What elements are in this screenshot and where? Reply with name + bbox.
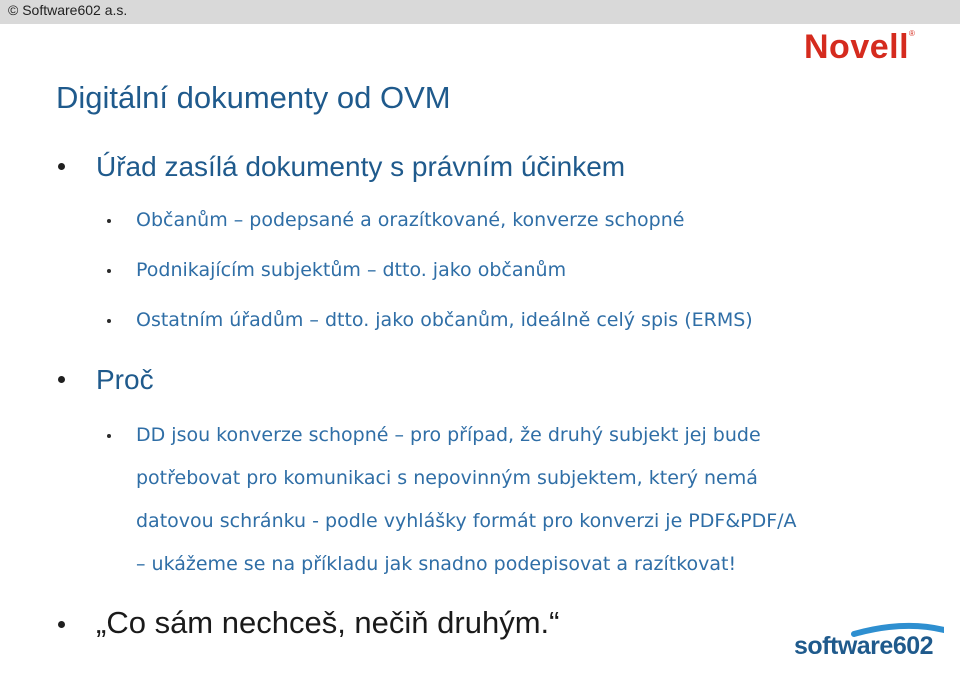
slide-title: Digitální dokumenty od OVM	[56, 80, 451, 115]
novell-logo-text: Novell	[804, 28, 910, 66]
bullet-dot	[58, 621, 65, 628]
paragraph-line-4: – ukážeme se na příkladu jak snadno podepisovat a razítkovat!	[136, 553, 737, 575]
bullet-dot	[107, 269, 111, 273]
sub-bullet-text: Podnikajícím subjektům – dtto. jako občanům	[136, 259, 567, 281]
paragraph-line-1: DD jsou konverze schopné – pro případ, že druhý subjekt jej bude	[136, 424, 761, 446]
paragraph-line-3: datovou schránku - podle vyhlášky formát pro konverzi je PDF&PDF/A	[136, 510, 797, 532]
sub-bullet-2	[136, 259, 566, 281]
bullet-dot	[107, 319, 111, 323]
sub-bullet-3	[136, 309, 753, 331]
software602-logo	[794, 622, 944, 667]
registered-mark: ®	[909, 29, 916, 38]
sub-bullet-1	[136, 209, 684, 231]
bullet-3	[96, 605, 559, 641]
bullet-1-text: Úřad zasílá dokumenty s právním účinkem	[96, 151, 626, 182]
sub-bullet-text: Ostatním úřadům – dtto. jako občanům, ideálně celý spis (ERMS)	[136, 309, 753, 331]
bullet-dot	[107, 434, 111, 438]
sub-bullet-text: Občanům – podepsané a orazítkované, konverze schopné	[136, 209, 685, 231]
bullet-dot	[58, 163, 65, 170]
logo-number: 602	[892, 632, 934, 660]
copyright-text: © Software602 a.s.	[8, 2, 128, 18]
bullet-3-quote: „Co sám nechceš, nečiň druhým.“	[96, 605, 560, 640]
novell-logo	[804, 30, 915, 64]
header-bar	[0, 0, 960, 24]
bullet-2-text: Proč	[96, 364, 154, 395]
bullet-dot	[58, 376, 65, 383]
bullet-dot	[107, 219, 111, 223]
paragraph-line-2: potřebovat pro komunikaci s nepovinným subjektem, který nemá	[136, 467, 758, 489]
bullet-1	[96, 150, 625, 184]
software602-logo-text	[794, 632, 933, 661]
bullet-2	[96, 363, 154, 397]
logo-word: software	[794, 632, 893, 660]
